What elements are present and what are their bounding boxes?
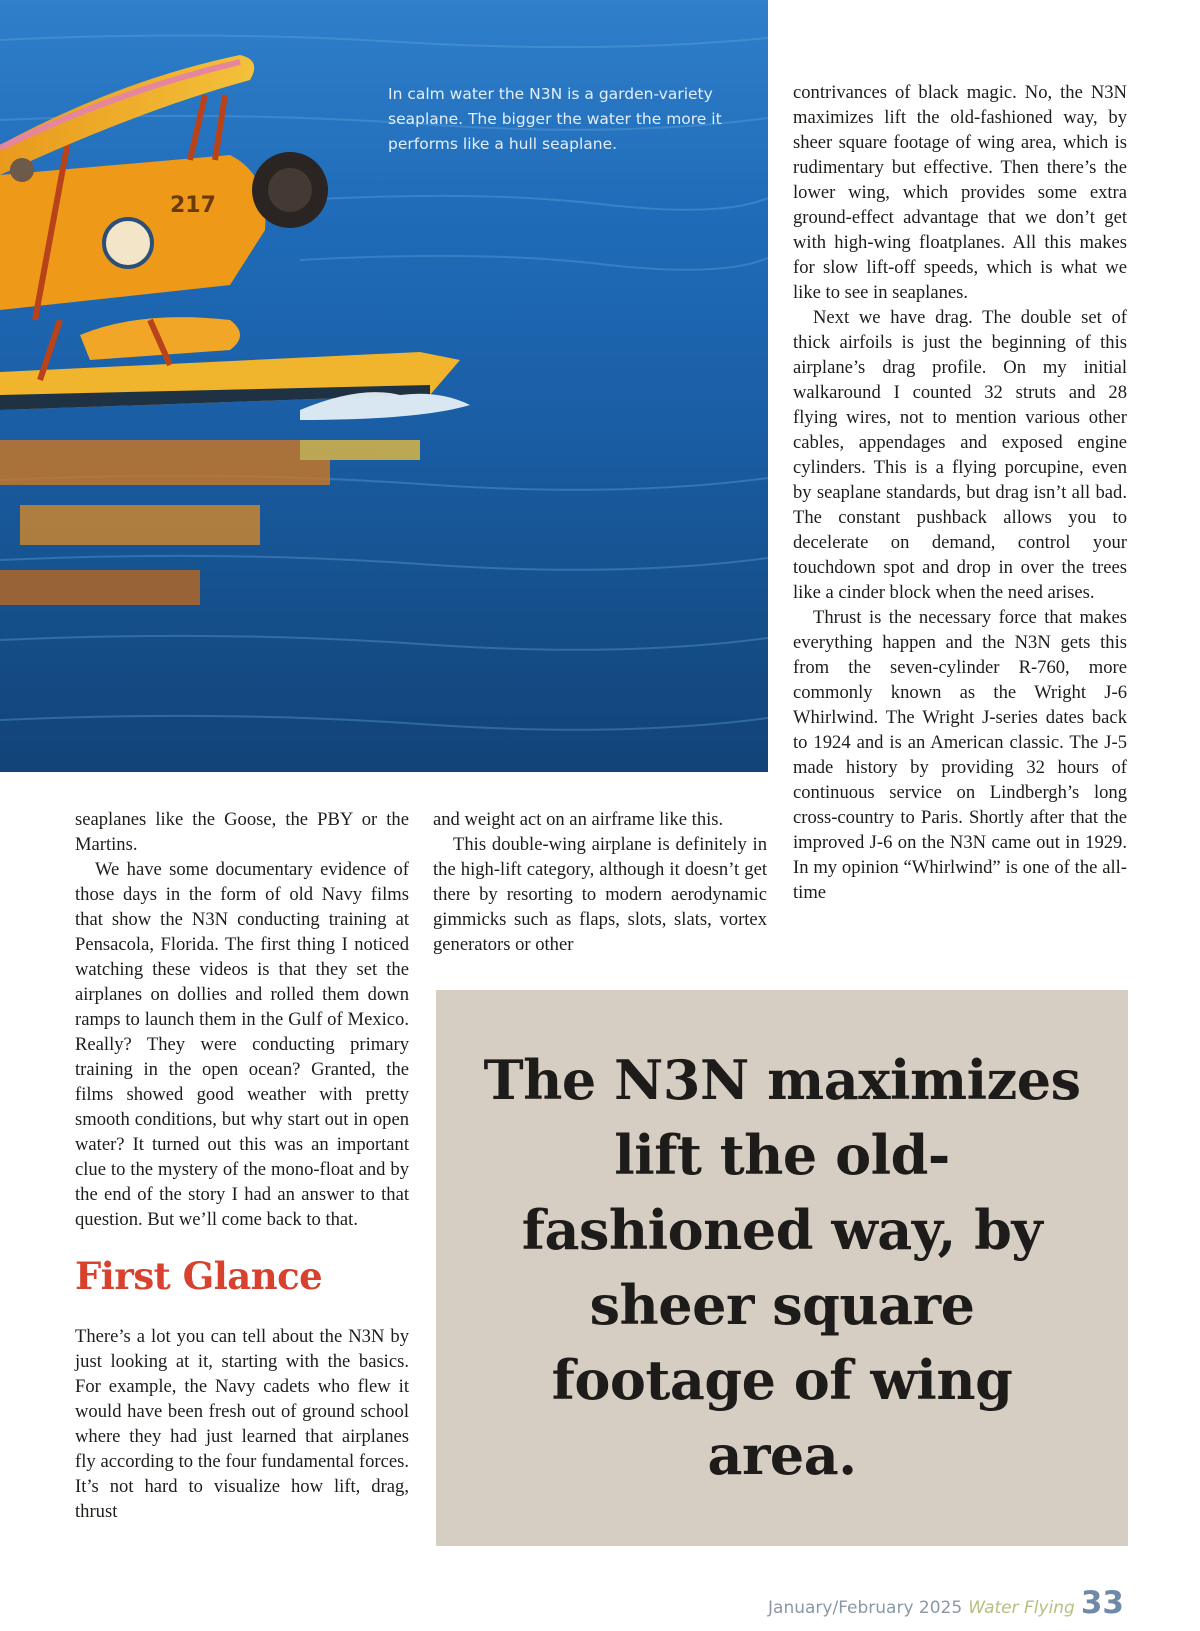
pull-quote-text: The N3N maximizes lift the old-fashioned way, by sheer square footage of wing area. bbox=[483, 1048, 1081, 1487]
page-footer bbox=[768, 1585, 1124, 1621]
paragraph: and weight act on an airframe like this. bbox=[433, 809, 724, 830]
section-heading: First Glance bbox=[75, 1254, 323, 1298]
paragraph: We have some documentary evidence of those days in the form of old Navy films that show the N3N conducting training at Pensacola, Florida. The first thing I noticed watching these videos is that they set the airplanes on dollies and rolled them down ramps to launch them in the Gulf of Mexico. Really? They were conducting primary training in the open ocean? Granted, the films showed good weather with pretty smooth conditions, but why start out in open water? It turned out this was an important clue to the mystery of the mono-float and by the end of the story I had an answer to that question. But we’ll come back to that. bbox=[75, 859, 409, 1230]
pilot bbox=[10, 158, 34, 182]
paragraph: seaplanes like the Goose, the PBY or the Martins. bbox=[75, 809, 409, 855]
magazine-name: Water Flying bbox=[968, 1598, 1075, 1618]
tail-number: 217 bbox=[170, 193, 216, 218]
paragraph: contrivances of black magic. No, the N3N maximizes lift the old-fashioned way, by sheer square footage of wing area, which is rudimentary but effective. Then there’s the lower wing, which provides some extra ground-effect advantage that we don’t get with high-wing floatplanes. All this makes for slow lift-off speeds, which is what we like to see in seaplanes. bbox=[793, 82, 1127, 303]
photo-caption: In calm water the N3N is a garden-variety seaplane. The bigger the water the more it performs like a hull seaplane. bbox=[388, 85, 722, 153]
issue-date: January/February 2025 bbox=[768, 1598, 963, 1618]
article-column-middle bbox=[433, 807, 767, 957]
article-column-left bbox=[75, 807, 409, 1524]
paragraph: This double-wing airplane is definitely in the high-lift category, although it doesn’t get there by resorting to modern aerodynamic gimmicks such as flaps, slots, slats, vortex generators or other bbox=[433, 834, 767, 955]
pull-quote-box bbox=[436, 990, 1128, 1546]
plane-reflection bbox=[0, 440, 420, 605]
paragraph: There’s a lot you can tell about the N3N by just looking at it, starting with the basics. For example, the Navy cadets who flew it would have been fresh out of ground school where they had just learned that airplanes fly according to the four fundamental forces. It’s not hard to visualize how lift, drag, thrust bbox=[75, 1326, 409, 1522]
seaplane-photo bbox=[0, 0, 768, 772]
paragraph: Next we have drag. The double set of thick airfoils is just the beginning of this airplane’s drag profile. On my initial walkaround I counted 32 struts and 28 flying wires, not to mention various other cables, appendages and exposed engine cylinders. This is a flying porcupine, even by seaplane standards, but drag isn’t all bad. The constant pushback allows you to decelerate on demand, control your touchdown spot and drop in over the trees like a cinder block when the need arises. bbox=[793, 307, 1127, 603]
paragraph: Thrust is the necessary force that makes everything happen and the N3N gets this from the seven-cylinder R-760, more commonly known as the Wright J-6 Whirlwind. The Wright J-series dates back to 1924 and is an American classic. The J-5 made history by providing 32 hours of continuous service on Lindbergh’s long cross-country to Paris. Shortly after that the improved J-6 on the N3N came out in 1929. In my opinion “Whirlwind” is one of the all-time bbox=[793, 607, 1127, 903]
article-column-right-top bbox=[793, 80, 1127, 905]
page-number: 33 bbox=[1080, 1585, 1124, 1621]
